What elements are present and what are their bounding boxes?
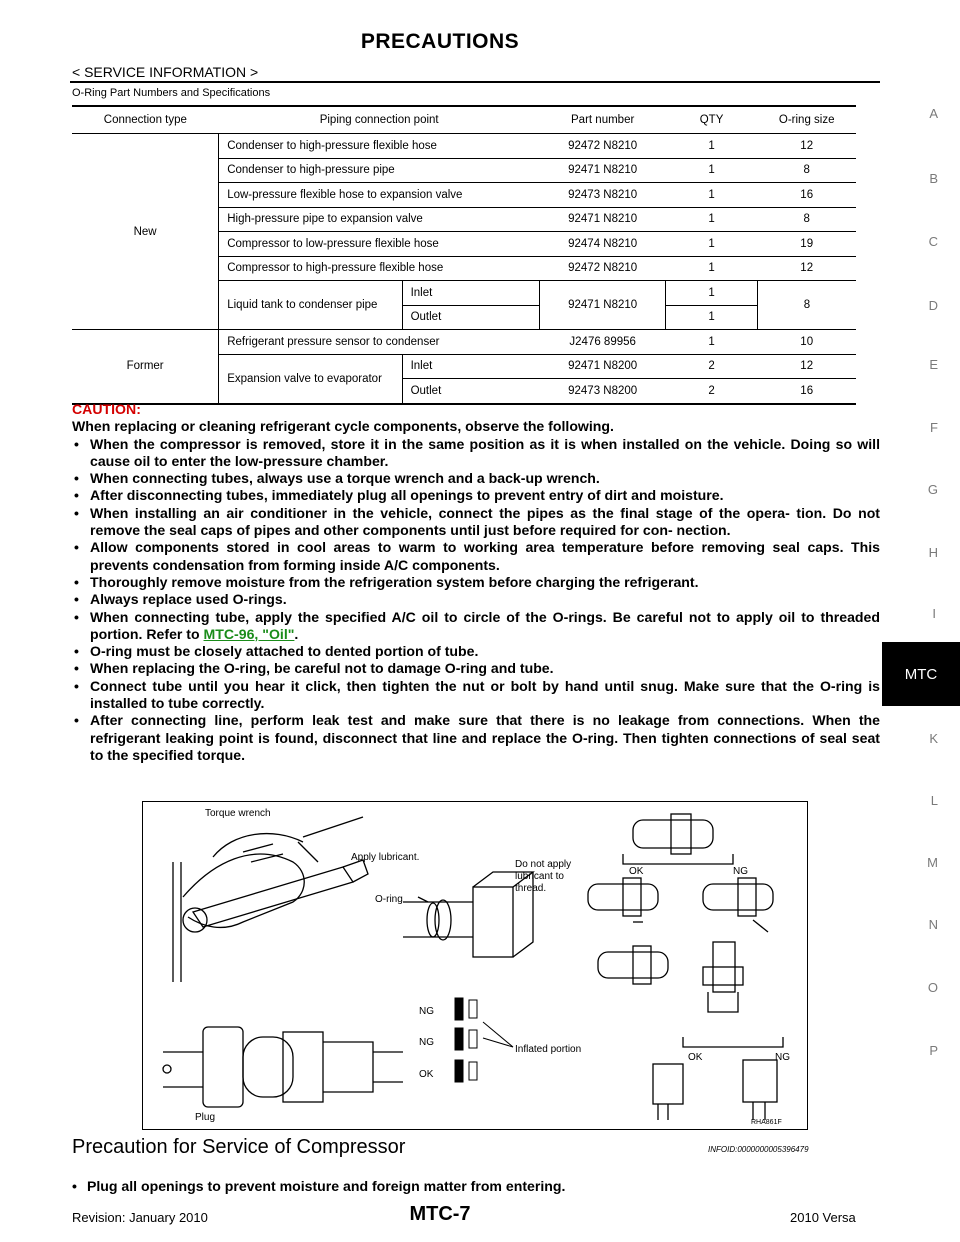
cell-size: 8 [757,207,856,232]
side-index-g[interactable]: G [927,482,938,497]
inflated-portion-drawing [455,998,513,1082]
side-index-d[interactable]: D [928,298,938,313]
cell-qty: 1 [666,281,758,306]
table-row [72,330,856,355]
cell-sub-outlet: Outlet [402,379,540,404]
header-qty: QTY [666,106,758,134]
cell-point: High-pressure pipe to expansion valve [219,207,540,232]
side-index-i[interactable]: I [932,606,936,621]
footer-model: 2010 Versa [790,1210,856,1225]
cell-size: 8 [757,281,856,330]
label-do-not-apply-3: thread. [515,883,547,894]
group-former: Former [72,330,219,404]
figure-code: RHA861F [751,1119,782,1126]
list-item [72,1178,565,1194]
oil-item-text: When connecting tube, apply the specified A/C oil to circle of the O-rings. Be careful not to apply oil to threaded portion. Refer to [90,608,880,642]
header-connection-type: Connection type [72,106,219,134]
oring-illustration [142,801,808,1130]
label-ng-1: NG [419,1006,434,1017]
cell-qty: 1 [666,232,758,257]
cell-size: 19 [757,232,856,257]
side-index-p[interactable]: P [929,1043,938,1058]
cell-qty: 1 [666,183,758,208]
cell-part: 92473 N8200 [540,379,666,404]
list-item: • Thoroughly remove moisture from the refrigeration system before charging the refrigerant. [72,574,880,591]
cell-size: 16 [757,379,856,404]
label-apply-lubricant: Apply lubricant. [351,852,420,863]
oil-reference-link[interactable]: MTC-96, "Oil" [203,625,295,642]
label-ng-top: NG [733,866,748,877]
label-plug: Plug [195,1112,216,1123]
side-index-k[interactable]: K [929,731,938,746]
info-id: INFOID:0000000005396479 [708,1145,809,1154]
plug-drawing [163,1027,403,1107]
cell-point: Liquid tank to condenser pipe [219,281,402,330]
cell-part: 92472 N8210 [540,134,666,159]
label-ok: OK [419,1069,434,1080]
cell-qty: 1 [666,256,758,281]
cell-part: 92471 N8200 [540,354,666,379]
side-index-o[interactable]: O [927,980,938,995]
breadcrumb: < SERVICE INFORMATION > [72,64,259,80]
cell-part: 92474 N8210 [540,232,666,257]
cell-part: 92473 N8210 [540,183,666,208]
cell-size: 12 [757,134,856,159]
cell-qty: 1 [666,305,758,330]
caution-list [72,436,880,765]
list-item: • Always replace used O-rings. [72,591,880,608]
header-divider [70,81,880,83]
group-new: New [72,134,219,330]
oring-nut-drawing [403,872,533,957]
list-item: • When replacing the O-ring, be careful not to damage O-ring and tube. [72,660,880,677]
footer-revision: Revision: January 2010 [72,1210,208,1225]
cell-sub-inlet: Inlet [402,281,540,306]
list-item: • When connecting tubes, always use a torque wrench and a back-up wrench. [72,470,880,487]
side-index-active-tab[interactable]: MTC [882,642,960,706]
torque-wrench-drawing [173,817,368,982]
side-index-b[interactable]: B [929,171,938,186]
bullet-text: Plug all openings to prevent moisture and foreign matter from entering. [86,1178,566,1194]
table-caption: O-Ring Part Numbers and Specifications [72,87,271,99]
side-index-f[interactable]: F [930,420,938,435]
cell-sub-inlet: Inlet [402,354,540,379]
list-item: • When the compressor is removed, store it in the same position as it is when installed on the vehicle. Doing so will cause oil to enter the low-pressure chamber. [72,436,880,471]
cell-part: 92471 N8210 [540,158,666,183]
side-index-h[interactable]: H [928,545,938,560]
list-item: • Connect tube until you hear it click, then tighten the nut or bolt by hand until snug. Make sure that the O-ring is installed to tube correctly. [72,678,880,713]
cell-point: Compressor to high-pressure flexible hose [219,256,540,281]
side-index-c[interactable]: C [928,234,938,249]
cell-point: Expansion valve to evaporator [219,354,402,404]
cell-size: 12 [757,354,856,379]
cell-size: 8 [757,158,856,183]
label-torque-wrench: Torque wrench [205,808,271,819]
cell-qty: 1 [666,158,758,183]
list-item: • After disconnecting tubes, immediately plug all openings to prevent entry of dirt and moisture. [72,487,880,504]
cell-point: Condenser to high-pressure pipe [219,158,540,183]
cell-part: 92472 N8210 [540,256,666,281]
cell-point: Low-pressure flexible hose to expansion valve [219,183,540,208]
caution-block [72,401,880,764]
caution-intro: When replacing or cleaning refrigerant cycle components, observe the following. [72,418,614,435]
tube-connection-drawing [588,814,783,1120]
cell-qty: 1 [666,330,758,355]
label-ok-bottom: OK [688,1052,703,1063]
header-part-number: Part number [540,106,666,134]
footer-page-number: MTC-7 [409,1203,471,1225]
cell-size: 16 [757,183,856,208]
label-do-not-apply-2: lubricant to [515,871,564,882]
section-heading: Precaution for Service of Compressor [72,1136,406,1158]
cell-point: Refrigerant pressure sensor to condenser [219,330,540,355]
oil-item-end: . [294,625,299,642]
cell-part: 92471 N8210 [540,207,666,232]
list-item: • O-ring must be closely attached to dented portion of tube. [72,643,880,660]
cell-point: Compressor to low-pressure flexible hose [219,232,540,257]
page-title: PRECAUTIONS [360,30,520,53]
side-index-l[interactable]: L [930,793,938,808]
label-inflated-portion: Inflated portion [515,1044,582,1055]
list-item: • When installing an air conditioner in the vehicle, connect the pipes as the final stage of the opera- tion. Do not remove the seal caps of pipes and other components until just before required for con- nection. [72,505,880,540]
cell-sub-outlet: Outlet [402,305,540,330]
cell-size: 12 [757,256,856,281]
table-header-row [72,106,856,134]
caution-title: CAUTION: [72,401,141,417]
header-oring-size: O-ring size [757,106,856,134]
side-index-e[interactable]: E [929,357,938,372]
header-piping-point: Piping connection point [219,106,540,134]
label-ng-bottom: NG [775,1052,790,1063]
cell-size: 10 [757,330,856,355]
cell-qty: 1 [666,134,758,159]
side-index-a[interactable]: A [929,106,938,121]
list-item: • After connecting line, perform leak test and make sure that there is no leakage from connections. When the refrigerant leaking point is found, disconnect that line and replace the O-ring. Then tighten connections of seal seat to the specified torque. [72,712,880,764]
label-do-not-apply-1: Do not apply [515,859,572,870]
cell-part: 92471 N8210 [540,281,666,330]
oring-spec-table [72,105,856,405]
label-ng-2: NG [419,1037,434,1048]
list-item [72,609,880,644]
cell-qty: 2 [666,379,758,404]
cell-qty: 1 [666,207,758,232]
cell-point: Condenser to high-pressure flexible hose [219,134,540,159]
side-index-n[interactable]: N [928,917,938,932]
label-ok-top: OK [629,866,644,877]
cell-qty: 2 [666,354,758,379]
table-row [72,134,856,159]
list-item: • Allow components stored in cool areas to warm to working area temperature before removing seal caps. This prevents condensation from forming inside A/C components. [72,539,880,574]
side-index-m[interactable]: M [927,855,938,870]
bullet-icon: • [72,1178,77,1194]
label-o-ring: O-ring [375,894,403,905]
cell-part: J2476 89956 [540,330,666,355]
